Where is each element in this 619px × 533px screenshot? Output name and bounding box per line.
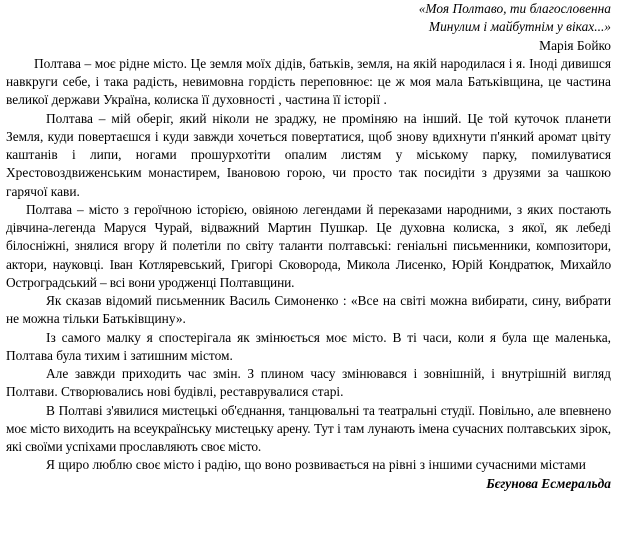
epigraph-author: Марія Бойко: [539, 37, 611, 53]
epigraph: [6, 0, 611, 55]
paragraph-1: Полтава – моє рідне місто. Це земля моїх дідів, батьків, земля, на якій народилася і я. Іноді дивишся навкруги себе, і така радість, невимовна гордість переповнює: це ж моя мала Батьківщина, це частина великої держави Україна, колиска її духовності , частина її історії .: [6, 55, 611, 108]
paragraph-2: Полтава – мій оберіг, який ніколи не зраджу, не проміняю на інший. Це той куточок планети Земля, куди повертаєшся і куди завжди хочеться повертатися, щоб знову вдихнути п'янкий аромат цвіту каштанів і липи, ногами прошурхотіти опалим листям у міському парку, помилуватися Хрестовоздвиженським монастирем, Івановою горою, чи просто так посидіти з друзями за чашкою гарячої кави.: [6, 110, 611, 199]
paragraph-3: Полтава – місто з героїчною історією, овіяною легендами й переказами народними, з яких постають дівчина-легенда Маруся Чурай, відважний Мартин Пушкар. Це духовна колиска, з якої, як лебеді білосніжні, знялися вгору й полетіли по світу таланти полтавські: геніальні письменники, композитори, актори, науковці. Іван Котляревський, Григорі Сковорода, Микола Лисенко, Юрій Кондратюк, Михайло Остроградський – всі вони уродженці Полтавщини.: [6, 201, 611, 290]
epigraph-line-2: Минулим і майбутнім у віках...»: [428, 19, 611, 35]
paragraph-4: Як сказав відомий письменник Василь Симоненко : «Все на світі можна вибирати, сину, вибрати не можна тільки Батьківщину».: [6, 293, 611, 327]
paragraph-7: В Полтаві з'явилися мистецькі об'єднання, танцювальні та театральні студії. Повільно, але впевнено моє місто виходить на всеукраїнську мистецьку арену. Тут і там лунають імена сучасних полтавських зірок, які своїми успіхами прославляють своє місто.: [6, 402, 611, 454]
paragraph-5: Із самого малку я спостерігала як змінюється моє місто. В ті часи, коли я була ще маленька, Полтава була тихим і затишним містом.: [6, 329, 611, 363]
paragraph-6: Але завжди приходить час змін. З плином часу змінювався і зовнішній, і внутрішній вигляд Полтави. Створювались нові будівлі, реставрувалися старі.: [6, 366, 611, 400]
paragraph-8: Я щиро люблю своє місто і радію, що воно розвивається на рівні з іншими сучасними містами: [46, 457, 586, 473]
signature: Бєгунова Есмеральда: [486, 475, 611, 491]
epigraph-line-1: «Моя Полтаво, ти благословенна: [418, 1, 611, 16]
